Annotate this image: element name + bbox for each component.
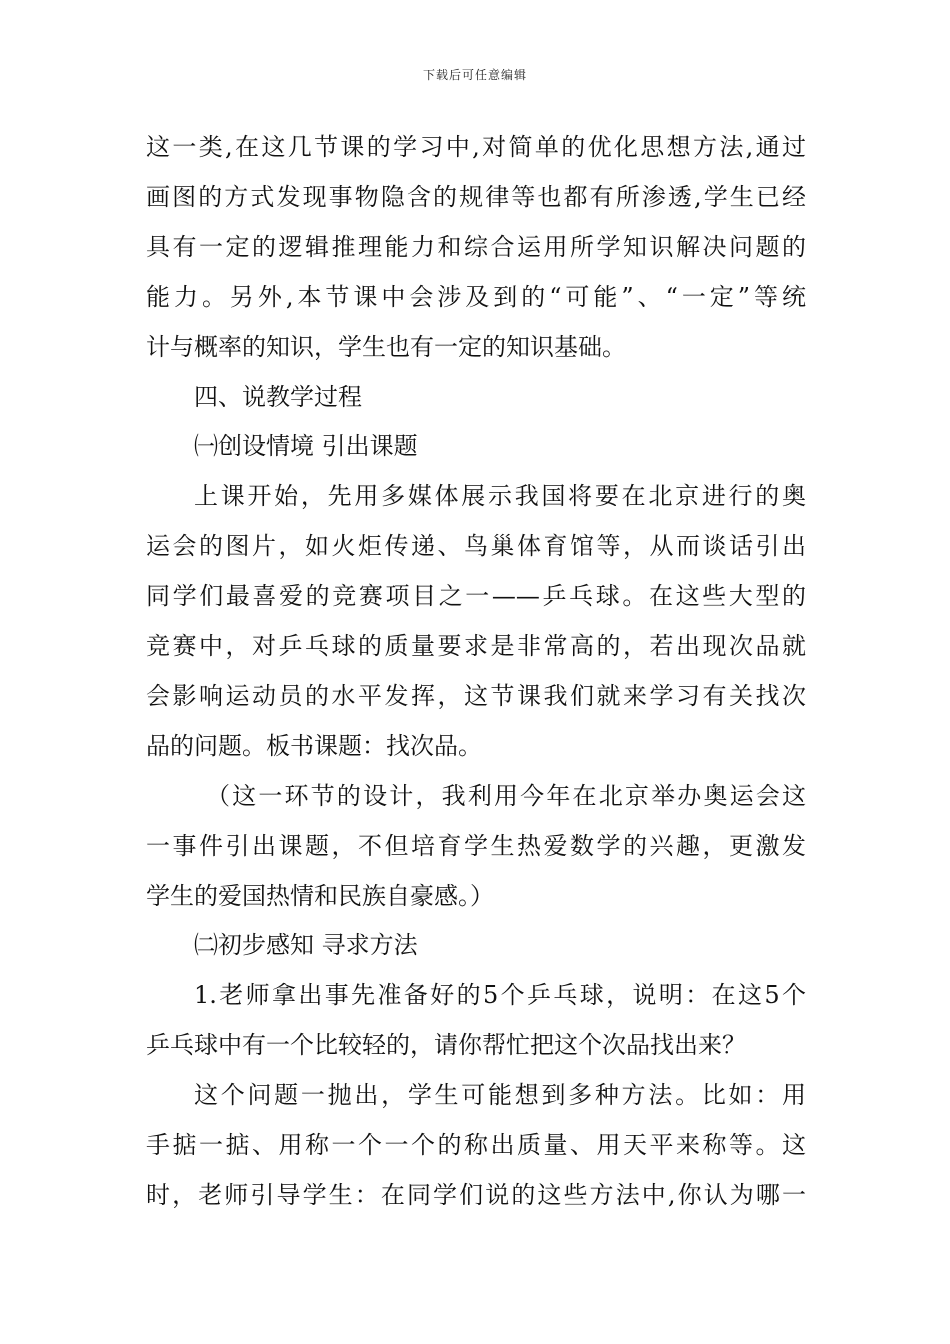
text-line: 学生的爱国热情和民族自豪感。）: [146, 881, 494, 910]
text-line: 这一类,在这几节课的学习中,对简单的优化思想方法,通过: [146, 133, 806, 161]
text-line: 竞赛中，对乒乓球的质量要求是非常高的，若出现次品就: [146, 632, 806, 660]
text-line: 同学们最喜爱的竞赛项目之一——乒乓球。在这些大型的: [146, 582, 806, 611]
text-line: 上课开始，先用多媒体展示我国将要在北京进行的奥: [194, 482, 806, 511]
text-line: 画图的方式发现事物隐含的规律等也都有所渗透,学生已经: [146, 182, 806, 211]
text-line: 会影响运动员的水平发挥，这节课我们就来学习有关找次: [146, 681, 806, 710]
text-line: 时，老师引导学生：在同学们说的这些方法中,你认为哪一: [146, 1180, 806, 1209]
text-line: 品的问题。板书课题：找次品。: [146, 731, 482, 760]
text-line: 1.老师拿出事先准备好的5个乒乓球，说明：在这5个: [194, 981, 806, 1010]
text-line: 手掂一掂、用称一个一个的称出质量、用天平来称等。这: [146, 1131, 806, 1159]
page-header: 下载后可任意编辑: [422, 68, 527, 82]
text-line: 计与概率的知识，学生也有一定的知识基础。: [146, 332, 626, 361]
text-line: 运会的图片，如火炬传递、鸟巢体育馆等，从而谈话引出: [146, 532, 806, 561]
text-line: ㈠创设情境 引出课题: [194, 432, 418, 461]
text-line: 这个问题一抛出，学生可能想到多种方法。比如：用: [194, 1081, 806, 1110]
text-line: 乒乓球中有一个比较轻的，请你帮忙把这个次品找出来？: [146, 1031, 746, 1060]
text-line: 一事件引出课题，不但培育学生热爱数学的兴趣，更激发: [146, 831, 806, 860]
text-line: ㈡初步感知 寻求方法: [194, 931, 418, 960]
text-line: 具有一定的逻辑推理能力和综合运用所学知识解决问题的: [146, 232, 806, 261]
text-line: 四、说教学过程: [194, 382, 362, 411]
text-line: （这一环节的设计，我利用今年在北京举办奥运会这: [206, 781, 806, 810]
text-line: 能力。另外,本节课中会涉及到的“可能”、“一定”等统: [146, 282, 806, 311]
